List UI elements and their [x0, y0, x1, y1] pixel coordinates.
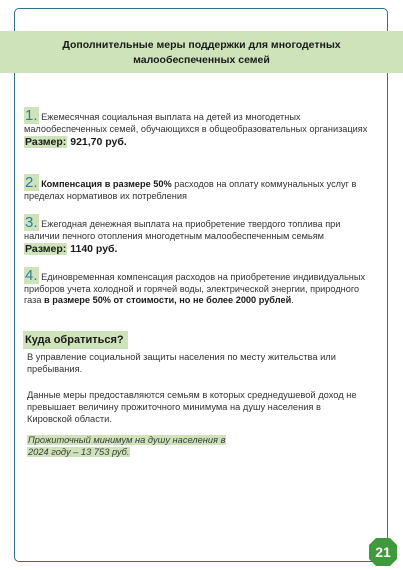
- eligibility-note: Данные меры предоставляются семьям в которых среднедушевой доход не превышает величину прожиточного минимума на душу населения в Кировской области.: [27, 390, 357, 424]
- item-number: 2.: [25, 174, 38, 191]
- page-title: [30, 38, 373, 67]
- item-text: расходов на оплату коммунальных услуг в пределах нормативов их потребления: [24, 179, 357, 201]
- item-text: Ежегодная денежная выплата на приобретение твердого топлива при наличии печного отопления многодетным малообеспеченным семьям: [24, 219, 341, 241]
- support-item-4: [24, 268, 374, 307]
- item-number: 4.: [25, 267, 38, 284]
- item-bold-tail: в размере 50% от стоимости, но не более 2000 рублей: [44, 295, 292, 306]
- item-end: .: [291, 295, 294, 306]
- title-line-2: малообеспеченных семей: [133, 53, 270, 66]
- size-line: [24, 135, 374, 149]
- item-highlight: Компенсация в размере 50%: [41, 179, 172, 189]
- support-item-3: [24, 215, 374, 256]
- title-line-1: Дополнительные меры поддержки для многодетных: [62, 39, 341, 51]
- size-value: 921,70 руб.: [70, 136, 127, 149]
- item-number: 1.: [25, 107, 38, 124]
- size-value: 1140 руб.: [70, 243, 118, 256]
- item-number: 3.: [25, 214, 38, 231]
- subsistence-minimum: [27, 434, 226, 458]
- support-item-1: [24, 108, 374, 149]
- where-heading: Куда обратиться?: [23, 331, 128, 349]
- size-label: Размер:: [25, 243, 67, 256]
- page-number: 21: [375, 544, 391, 560]
- where-text: В управление социальной защиты населения по месту жительства или пребывания.: [27, 352, 336, 374]
- item-text: Ежемесячная социальная выплата на детей из многодетных малообеспеченных семей, обучающихся в общеобразовательных организациях: [24, 112, 368, 134]
- minimum-line-2: 2024 году – 13 753 руб.: [28, 447, 130, 457]
- item-text: Единовременная компенсация расходов на приобретение индивидуальных приборов учета холодной и горячей воды, электрической энергии, природного газа: [24, 272, 366, 306]
- size-line: [24, 242, 374, 256]
- support-item-2: [24, 175, 374, 202]
- minimum-line-1: Прожиточный минимум на душу населения в: [28, 435, 226, 445]
- size-label: Размер:: [25, 136, 67, 149]
